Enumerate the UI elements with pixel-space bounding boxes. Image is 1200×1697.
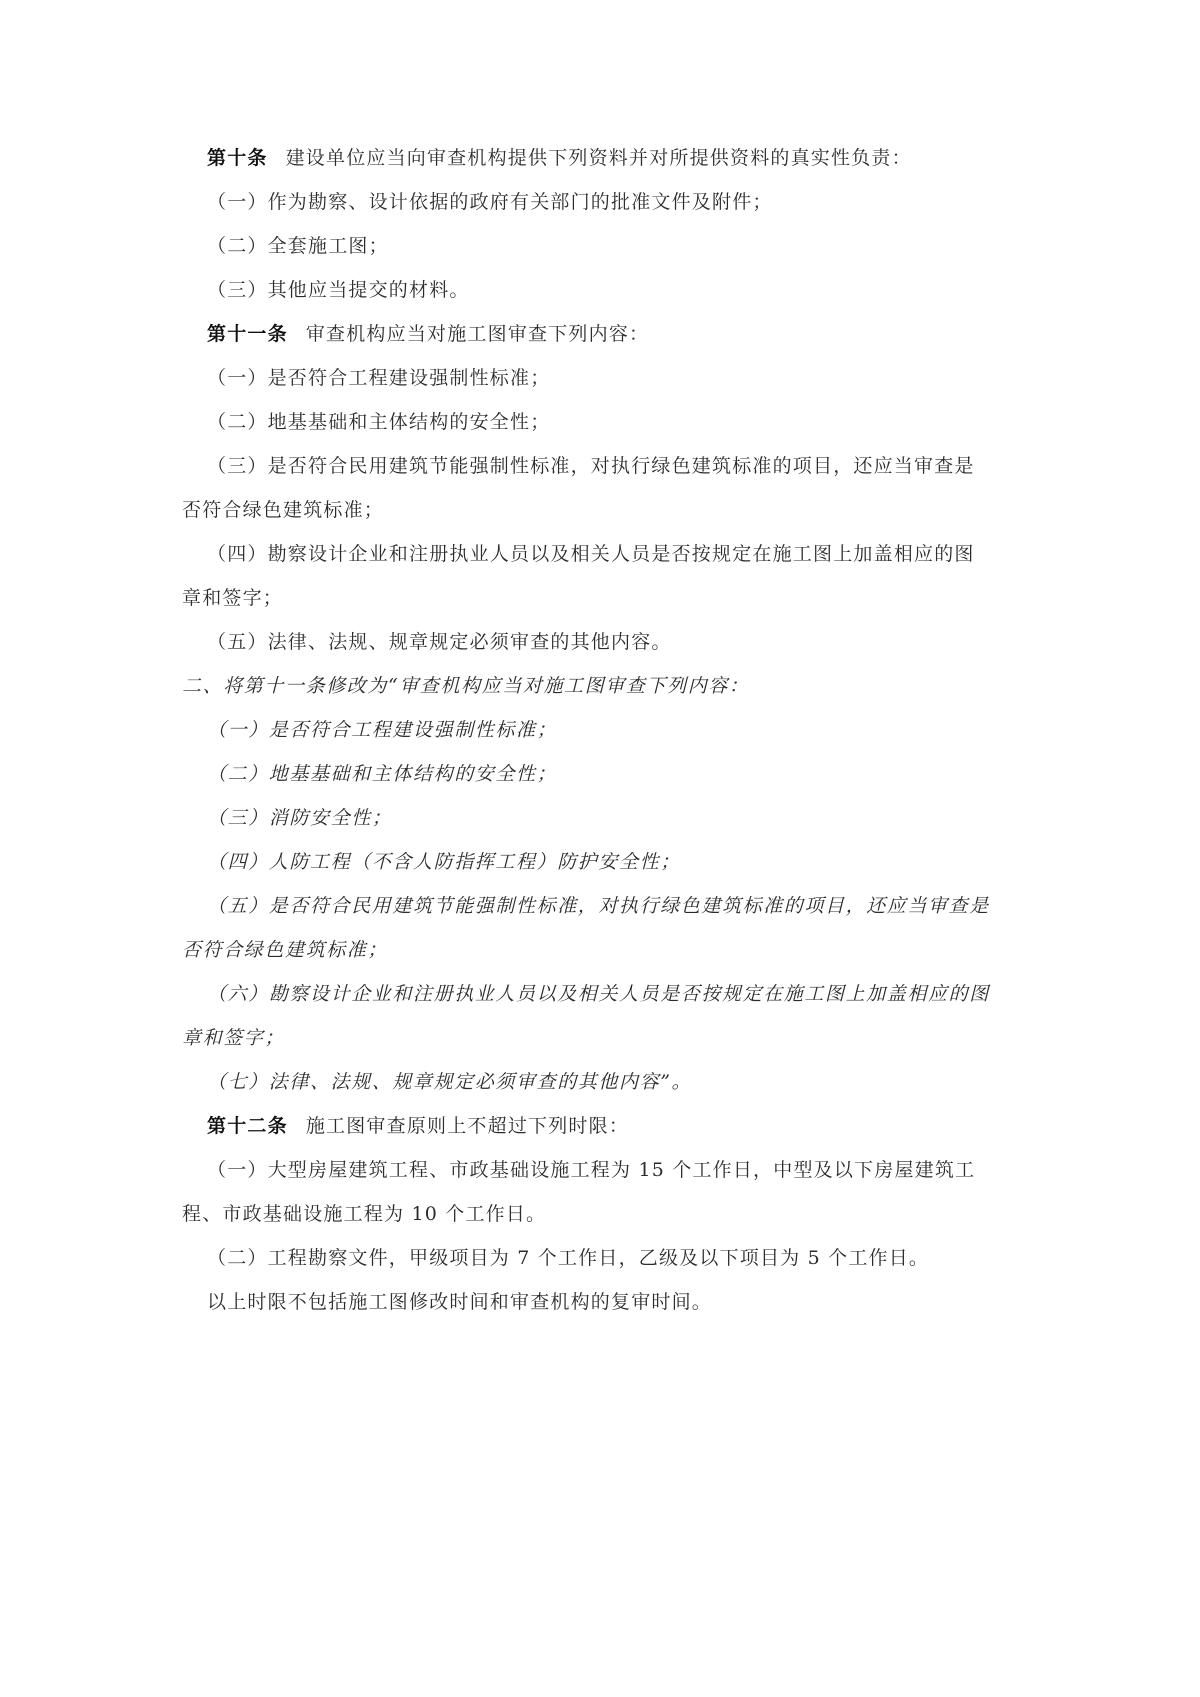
article-11-item-3-cont: 否符合绿色建筑标准； [182, 499, 385, 521]
article-11-item-1: （一）是否符合工程建设强制性标准； [207, 367, 551, 389]
amendment-2-intro: 二、将第十一条修改为“审查机构应当对施工图审查下列内容： [182, 675, 750, 697]
article-12-heading: 第十二条 [207, 1115, 288, 1137]
article-12-text: 施工图审查原则上不超过下列时限： [305, 1115, 630, 1137]
article-12-item-2: （二）工程勘察文件，甲级项目为 7 个工作日，乙级及以下项目为 5 个工作日。 [207, 1247, 930, 1269]
article-11-item-3: （三）是否符合民用建筑节能强制性标准，对执行绿色建筑标准的项目，还应当审查是 [207, 455, 975, 477]
amendment-2-item-5: （五）是否符合民用建筑节能强制性标准，对执行绿色建筑标准的项目，还应当审查是 [207, 895, 990, 917]
article-11-text: 审查机构应当对施工图审查下列内容： [305, 323, 650, 345]
article-11-item-5: （五）法律、法规、规章规定必须审查的其他内容。 [207, 631, 672, 653]
article-10-line [207, 146, 912, 170]
amendment-2-item-6: （六）勘察设计企业和注册执业人员以及相关人员是否按规定在施工图上加盖相应的图 [207, 983, 990, 1005]
article-12-note: 以上时限不包括施工图修改时间和审查机构的复审时间。 [207, 1291, 713, 1313]
article-11-item-2: （二）地基基础和主体结构的安全性； [207, 411, 551, 433]
amendment-2-item-3: （三）消防安全性； [207, 807, 393, 829]
article-11-line [207, 322, 649, 346]
article-11-heading: 第十一条 [207, 323, 288, 345]
article-10-text: 建设单位应当向审查机构提供下列资料并对所提供资料的真实性负责： [285, 147, 912, 169]
article-12-item-1-cont: 程、市政基础设施工程为 10 个工作日。 [182, 1203, 547, 1225]
article-10-item-2: （二）全套施工图； [207, 235, 389, 257]
amendment-2-item-7: （七）法律、法规、规章规定必须审查的其他内容”。 [207, 1071, 693, 1093]
amendment-2-item-2: （二）地基基础和主体结构的安全性； [207, 763, 558, 785]
article-11-item-4-cont: 章和签字； [182, 587, 284, 609]
article-10-heading: 第十条 [207, 147, 268, 169]
article-10-item-3: （三）其他应当提交的材料。 [207, 279, 470, 301]
amendment-2-item-1: （一）是否符合工程建设强制性标准； [207, 719, 558, 741]
article-11-item-4: （四）勘察设计企业和注册执业人员以及相关人员是否按规定在施工图上加盖相应的图 [207, 543, 975, 565]
article-10-item-1: （一）作为勘察、设计依据的政府有关部门的批准文件及附件； [207, 191, 773, 213]
amendment-2-item-6-cont: 章和签字； [182, 1027, 286, 1049]
article-12-line [207, 1114, 629, 1138]
amendment-2-item-5-cont: 否符合绿色建筑标准； [182, 939, 389, 961]
amendment-2-item-4: （四）人防工程（不含人防指挥工程）防护安全性； [207, 851, 681, 873]
article-12-item-1: （一）大型房屋建筑工程、市政基础设施工程为 15 个工作日，中型及以下房屋建筑工 [207, 1159, 976, 1181]
